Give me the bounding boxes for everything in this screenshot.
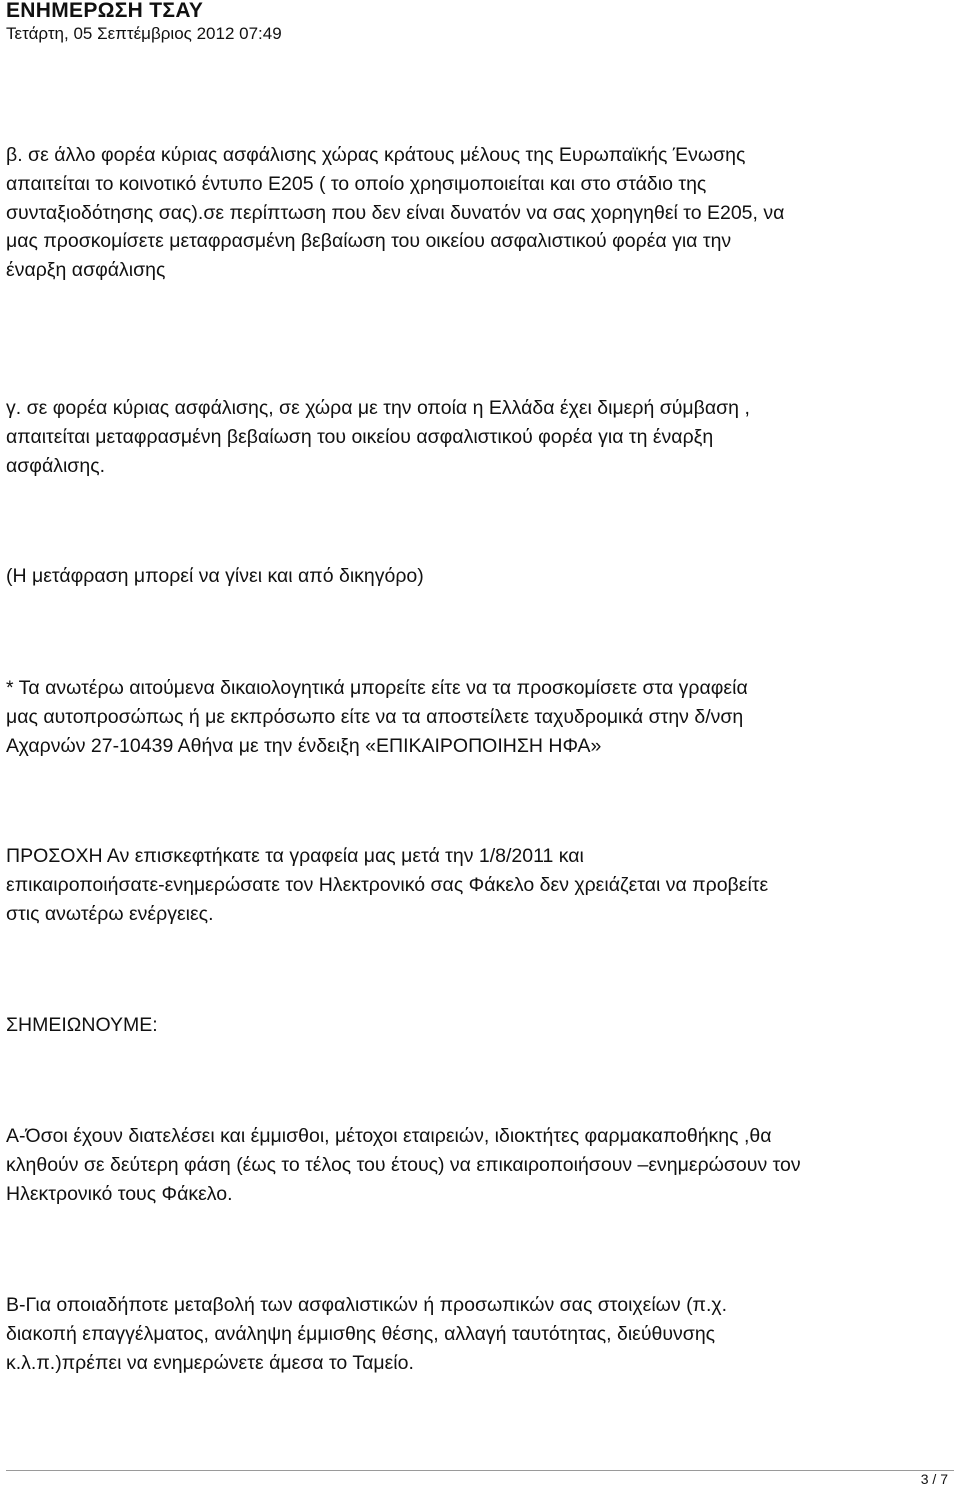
header-title: ΕΝΗΜΕΡΩΣΗ ΤΣΑΥ: [6, 0, 204, 22]
note-b-paragraph: Β-Για οποιαδήποτε μεταβολή των ασφαλιστικών ή προσωπικών σας στοιχείων (π.χ. διακοπή επαγγέλματος, ανάληψη έμμισθης θέσης, αλλαγή ταυτότητας, διεύθυνσης κ.λ.π.)πρέπει να ενημερώνετε άμεσα το Ταμείο.: [6, 1294, 728, 1374]
note-a-paragraph: Α-Όσοι έχουν διατελέσει και έμμισθοι, μέτοχοι εταιρειών, ιδιοκτήτες φαρμακαποθήκης ,θα κληθούν σε δεύτερη φάση (έως το τέλος του έτους) να επικαιροποιήσουν –ενημερώσουν τον Ηλεκτρονικό τους Φάκελο.: [6, 1125, 801, 1205]
footer-divider: [6, 1470, 954, 1471]
notes-heading: ΣΗΜΕΙΩΝΟΥΜΕ:: [6, 1014, 158, 1036]
paragraph-gamma: γ. σε φορέα κύριας ασφάλισης, σε χώρα με την οποία η Ελλάδα έχει διμερή σύμβαση , απαιτείται μεταφρασμένη βεβαίωση του οικείου ασφαλιστικού φορέα για τη έναρξη ασφάλισης.: [6, 397, 750, 477]
asterisk-note: * Τα ανωτέρω αιτούμενα δικαιολογητικά μπορείτε είτε να τα προσκομίσετε στα γραφεία μας αυτοπροσώπως ή με εκπρόσωπο είτε να τα αποστείλετε ταχυδρομικά στην δ/νση Αχαρνών 27-10439 Αθήνα με την ένδειξη «ΕΠΙΚΑΙΡΟΠΟΙΗΣΗ ΗΦΑ»: [6, 677, 748, 757]
header-date: Τετάρτη, 05 Σεπτέμβριος 2012 07:49: [6, 24, 282, 43]
attention-paragraph: ΠΡΟΣΟΧΗ Αν επισκεφτήκατε τα γραφεία μας μετά την 1/8/2011 και επικαιροποιήσατε-ενημερώσατε τον Ηλεκτρονικό σας Φάκελο δεν χρειάζεται να προβείτε στις ανωτέρω ενέργειες.: [6, 845, 769, 925]
paragraph-beta: β. σε άλλο φορέα κύριας ασφάλισης χώρας κράτους μέλους της Ευρωπαϊκής Ένωσης απαιτείται το κοινοτικό έντυπο Ε205 ( το οποίο χρησιμοποιείται και στο στάδιο της συνταξιοδότησης σας).σε περίπτωση που δεν είναι δυνατόν να σας χορηγηθεί το Ε205, να μας προσκομίσετε μεταφρασμένη βεβαίωση του οικείου ασφαλιστικού φορέα για την έναρξη ασφάλισης: [6, 144, 785, 282]
document-header: [6, 0, 282, 45]
page-number: 3 / 7: [920, 1471, 948, 1487]
translation-note: (Η μετάφραση μπορεί να γίνει και από δικηγόρο): [6, 565, 424, 587]
